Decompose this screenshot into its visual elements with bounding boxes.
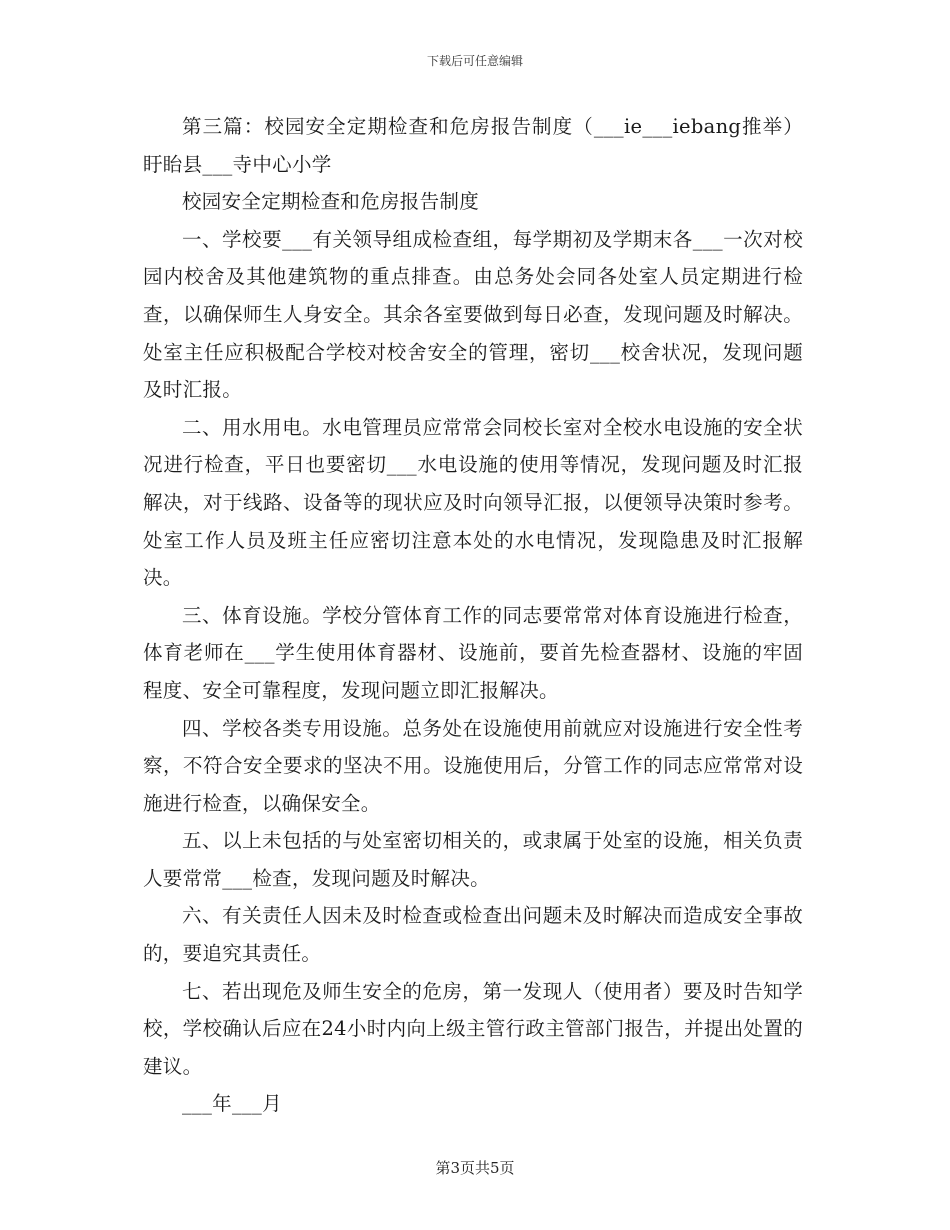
document-body [143,108,803,1123]
paragraph-7: 七、若出现危及师生安全的危房，第一发现人（使用者）要及时告知学校，学校确认后应在24小时内向上级主管行政主管部门报告，并提出处置的建议。 [143,979,803,1078]
paragraph-4: 四、学校各类专用设施。总务处在设施使用前就应对设施进行安全性考察，不符合安全要求的坚决不用。设施使用后，分管工作的同志应常常对设施进行检查，以确保安全。 [143,716,803,815]
document-title: 第三篇：校园安全定期检查和危房报告制度（___ie___iebang推举）盱眙县___寺中心小学 [143,115,803,176]
page-footer: 第3页共5页 [435,1159,515,1177]
paragraph-6: 六、有关责任人因未及时检查或检查出问题未及时解决而造成安全事故的，要追究其责任。 [143,904,803,966]
document-subtitle: 校园安全定期检查和危房报告制度 [182,190,480,214]
date-line: ___年___月 [182,1092,282,1116]
paragraph-5: 五、以上未包括的与处室密切相关的，或隶属于处室的设施，相关负责人要常常___检查，发现问题及时解决。 [143,829,803,890]
paragraph-1: 一、学校要___有关领导组成检查组，每学期初及学期末各___一次对校园内校舍及其他建筑物的重点排查。由总务处会同各处室人员定期进行检查，以确保师生人身安全。其余各室要做到每日必查，发现问题及时解决。处室主任应积极配合学校对校舍安全的管理，密切___校舍状况，发现问题及时汇报。 [143,227,803,402]
paragraph-2: 二、用水用电。水电管理员应常常会同校长室对全校水电设施的安全状况进行检查，平日也要密切___水电设施的使用等情况，发现问题及时汇报解决，对于线路、设备等的现状应及时向领导汇报，以便领导决策时参考。处室工作人员及班主任应密切注意本处的水电情况，发现隐患及时汇报解决。 [143,415,803,590]
page-header: 下载后可任意编辑 [426,54,523,68]
paragraph-3: 三、体育设施。学校分管体育工作的同志要常常对体育设施进行检查，体育老师在___学生使用体育器材、设施前，要首先检查器材、设施的牢固程度、安全可靠程度，发现问题立即汇报解决。 [143,603,803,702]
